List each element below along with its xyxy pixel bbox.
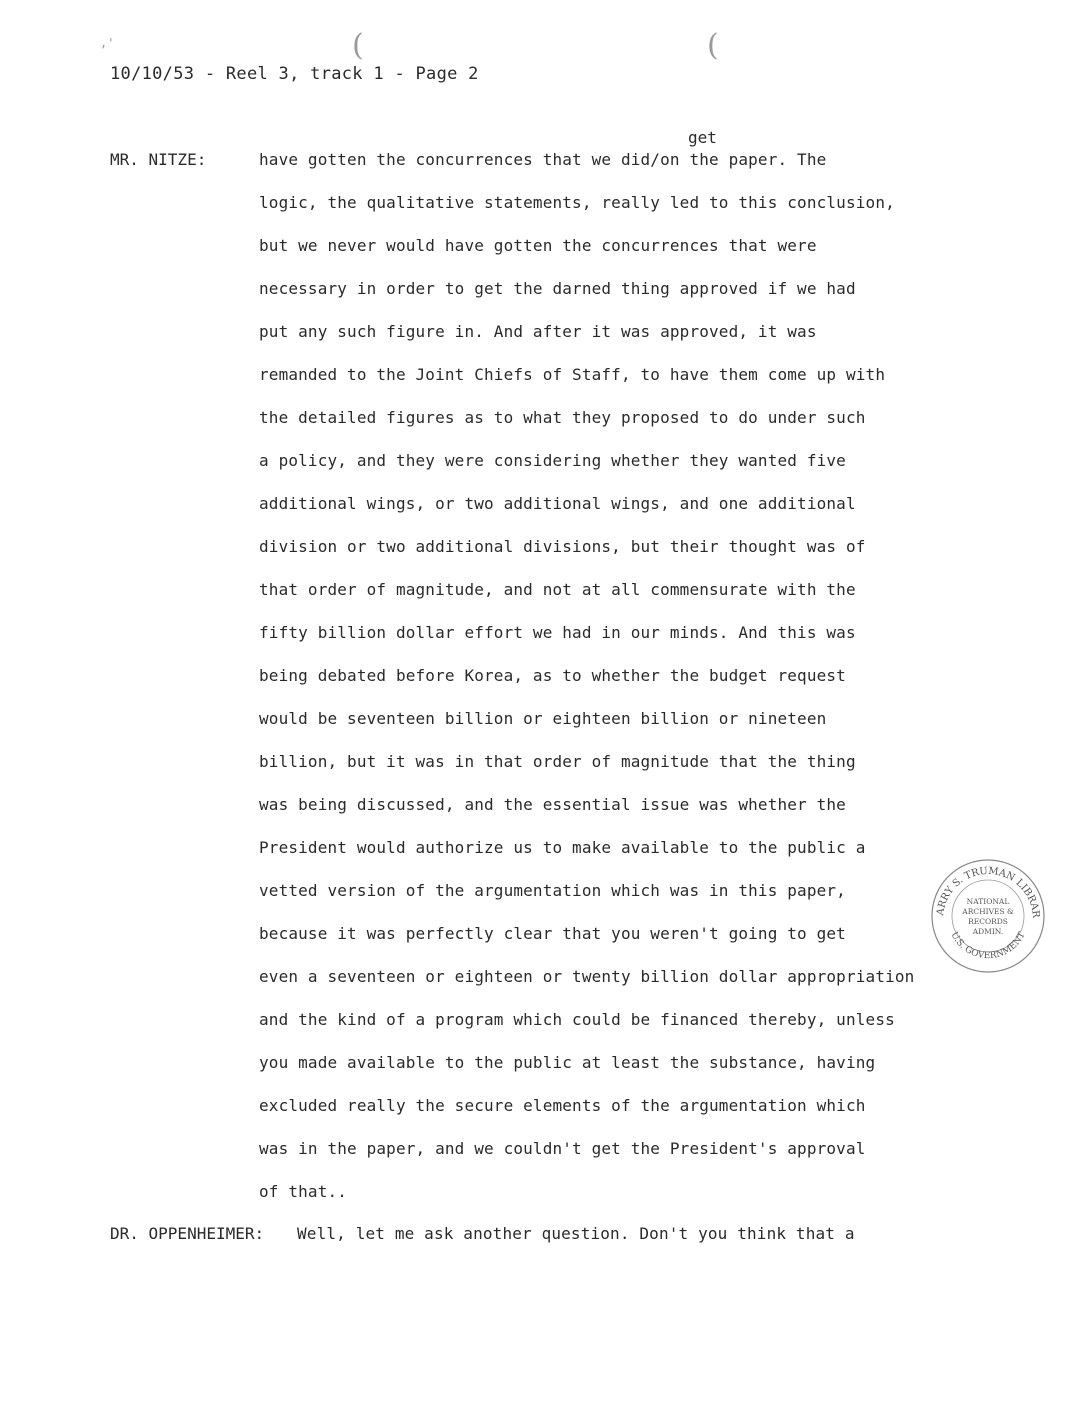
transcript-line: remanded to the Joint Chiefs of Staff, to have them come up with (259, 365, 886, 384)
transcript-line: being debated before Korea, as to whether the budget request (259, 666, 846, 685)
punch-hole-mark-left: ( (352, 28, 364, 63)
transcript-line: vetted version of the argumentation which was in this paper, (259, 881, 846, 900)
transcript-line: but we never would have gotten the concurrences that were (259, 236, 817, 255)
oppenheimer-statement: Well, let me ask another question. Don't you think that a (297, 1224, 855, 1243)
stamp-inner-line: NATIONAL (966, 897, 1010, 906)
transcript-line: put any such figure in. And after it was approved, it was (259, 322, 817, 341)
transcript-line: you made available to the public at least the substance, having (259, 1053, 876, 1072)
transcript-line: the detailed figures as to what they proposed to do under such (259, 408, 866, 427)
transcript-line: additional wings, or two additional wings, and one additional (259, 494, 856, 513)
transcript-line: would be seventeen billion or eighteen billion or nineteen (259, 709, 827, 728)
transcript-line: have gotten the concurrences that we did/on the paper. The (259, 150, 827, 169)
transcript-line: fifty billion dollar effort we had in our minds. And this was (259, 623, 856, 642)
transcript-line: of that.. (259, 1182, 348, 1201)
smudge-mark: ,' (100, 36, 115, 50)
transcript-line: excluded really the secure elements of the argumentation which (259, 1096, 866, 1115)
speaker-nitze: MR. NITZE: (110, 150, 207, 169)
handwritten-insertion: get (688, 128, 717, 147)
stamp-inner-line: RECORDS (968, 917, 1008, 926)
punch-hole-mark-right: ( (707, 28, 719, 63)
transcript-line: and the kind of a program which could be financed thereby, unless (259, 1010, 895, 1029)
transcript-line: even a seventeen or eighteen or twenty billion dollar appropriation (259, 967, 915, 986)
transcript-line: because it was perfectly clear that you weren't going to get (259, 924, 846, 943)
stamp-inner-line: ARCHIVES & (962, 907, 1014, 916)
transcript-line: President would authorize us to make available to the public a (259, 838, 866, 857)
transcript-line: division or two additional divisions, but their thought was of (259, 537, 866, 556)
stamp-bottom-text: U.S. GOVERNMENT (948, 930, 1028, 962)
truman-library-stamp (929, 857, 1047, 975)
stamp-inner-line: ADMIN. (972, 927, 1004, 936)
transcript-line: billion, but it was in that order of magnitude that the thing (259, 752, 856, 771)
transcript-line: logic, the qualitative statements, really led to this conclusion, (259, 193, 895, 212)
transcript-line: was being discussed, and the essential issue was whether the (259, 795, 846, 814)
page-header: 10/10/53 - Reel 3, track 1 - Page 2 (110, 64, 479, 84)
speaker-oppenheimer: DR. OPPENHEIMER: (110, 1224, 265, 1243)
transcript-line: a policy, and they were considering whether they wanted five (259, 451, 846, 470)
stamp-outer-text: ARRY S. TRUMAN LIBRAR (935, 865, 1042, 919)
transcript-line: was in the paper, and we couldn't get the President's approval (259, 1139, 866, 1158)
transcript-line: that order of magnitude, and not at all commensurate with the (259, 580, 856, 599)
transcript-line: necessary in order to get the darned thing approved if we had (259, 279, 856, 298)
